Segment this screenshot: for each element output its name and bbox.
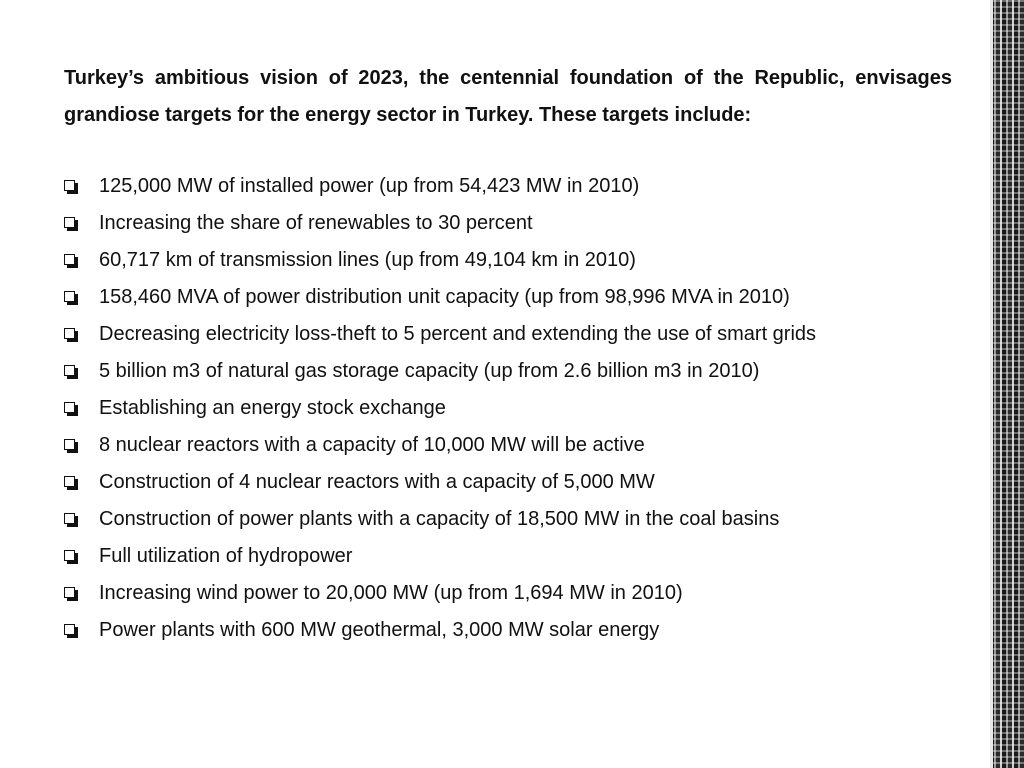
list-item-text: Increasing the share of renewables to 30 percent xyxy=(99,212,533,234)
list-item-text: 125,000 MW of installed power (up from 54,423 MW in 2010) xyxy=(99,175,640,197)
list-item-text: Decreasing electricity loss-theft to 5 percent and extending the use of smart grids xyxy=(99,323,817,345)
targets-list xyxy=(64,168,964,649)
checkbox-icon xyxy=(64,624,78,638)
checkbox-icon xyxy=(64,402,78,416)
checkbox-icon xyxy=(64,217,78,231)
checkbox-icon xyxy=(64,476,78,490)
list-item xyxy=(64,612,964,649)
list-item xyxy=(64,501,964,538)
checkbox-icon xyxy=(64,587,78,601)
list-item xyxy=(64,205,964,242)
list-item-text: 8 nuclear reactors with a capacity of 10,000 MW will be active xyxy=(99,434,645,456)
list-item xyxy=(64,390,964,427)
list-item-text: Increasing wind power to 20,000 MW (up from 1,694 MW in 2010) xyxy=(99,582,683,604)
list-item xyxy=(64,316,964,353)
list-item xyxy=(64,242,964,279)
checkbox-icon xyxy=(64,180,78,194)
list-item xyxy=(64,168,964,205)
list-item-text: Construction of 4 nuclear reactors with a capacity of 5,000 MW xyxy=(99,471,655,493)
list-item-text: 5 billion m3 of natural gas storage capacity (up from 2.6 billion m3 in 2010) xyxy=(99,360,760,382)
list-item xyxy=(64,427,964,464)
list-item-text: Power plants with 600 MW geothermal, 3,000 MW solar energy xyxy=(99,619,660,641)
list-item-text: Full utilization of hydropower xyxy=(99,545,353,567)
checkbox-icon xyxy=(64,365,78,379)
list-item-text: 158,460 MVA of power distribution unit capacity (up from 98,996 MVA in 2010) xyxy=(99,286,790,308)
checkbox-icon xyxy=(64,513,78,527)
list-item-text: 60,717 km of transmission lines (up from 49,104 km in 2010) xyxy=(99,249,636,271)
checkbox-icon xyxy=(64,550,78,564)
list-item xyxy=(64,575,964,612)
list-item xyxy=(64,353,964,390)
list-item xyxy=(64,538,964,575)
intro-paragraph: Turkey’s ambitious vision of 2023, the centennial foundation of the Republic, envisages grandiose targets for the energy sector in Turkey. These targets include: xyxy=(64,67,952,126)
decorative-side-stripe xyxy=(990,0,1024,768)
checkbox-icon xyxy=(64,328,78,342)
list-item-text: Establishing an energy stock exchange xyxy=(99,397,446,419)
list-item-text: Construction of power plants with a capacity of 18,500 MW in the coal basins xyxy=(99,508,780,530)
checkbox-icon xyxy=(64,291,78,305)
checkbox-icon xyxy=(64,439,78,453)
list-item xyxy=(64,279,964,316)
list-item xyxy=(64,464,964,501)
checkbox-icon xyxy=(64,254,78,268)
